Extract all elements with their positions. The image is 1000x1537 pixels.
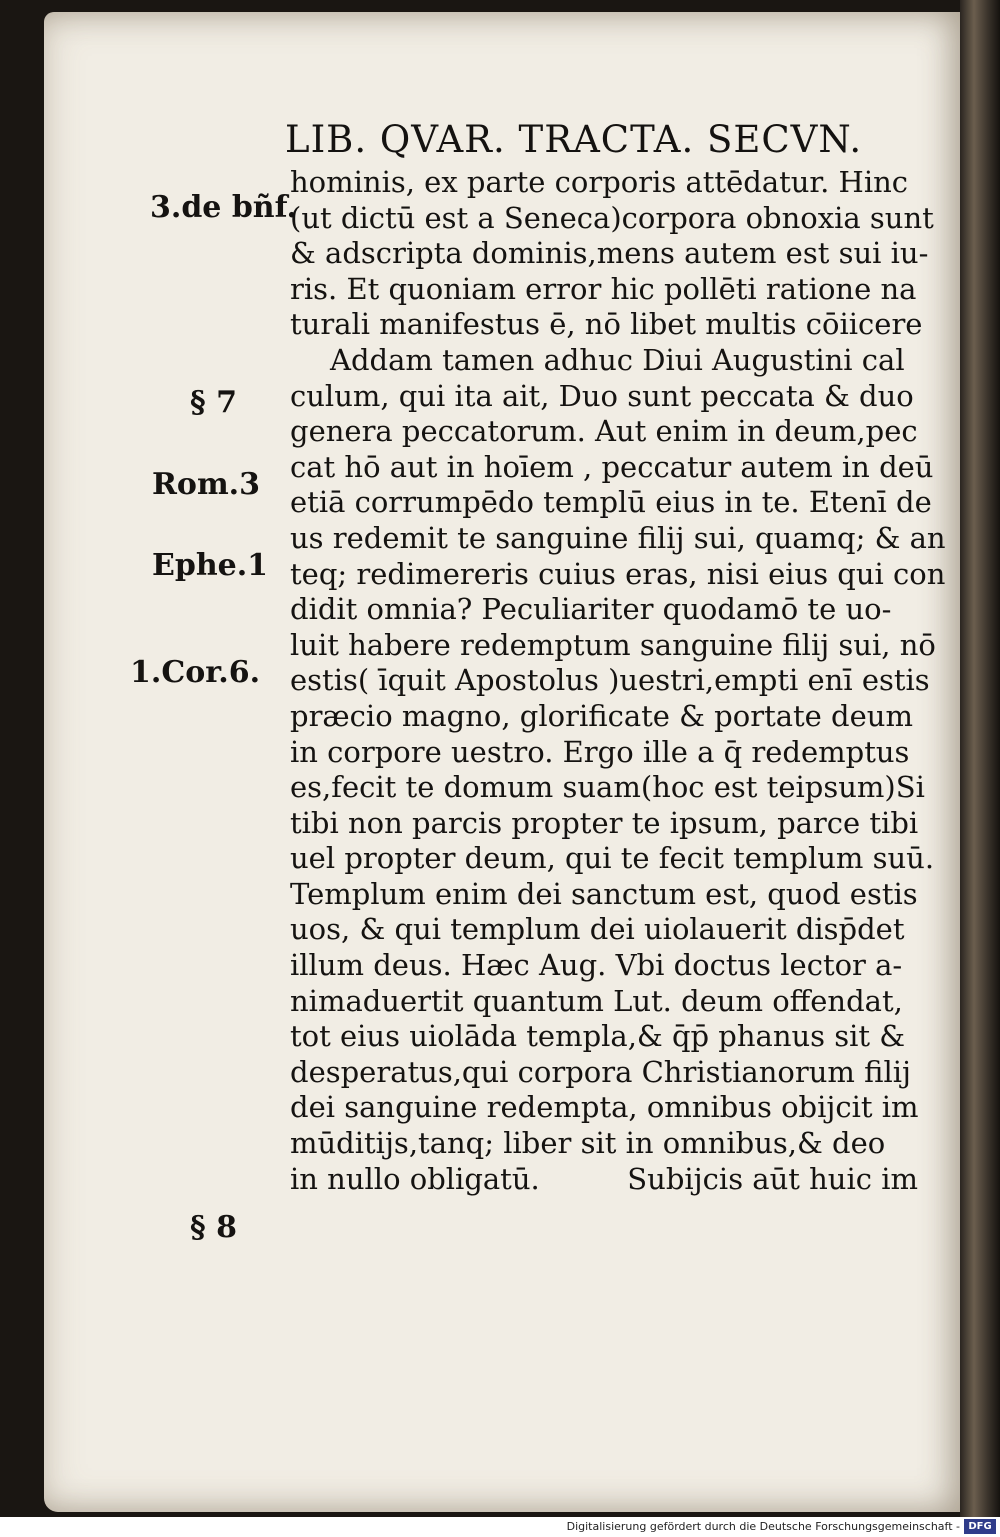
text-line: Addam tamen adhuc Diui Augustini cal [330,342,905,377]
text-line: præcio magno, glorificate & portate deum [290,698,913,733]
text-line: desperatus,qui corpora Christianorum filij [290,1054,911,1089]
margin-note-cor: 1.Cor.6. [130,655,261,690]
text-line-last-right: Subijcis aūt huic im [627,1161,918,1196]
text-line: tot eius uiolāda templa,& q̄p̄ phanus sit & [290,1019,906,1054]
footer-bar [0,1517,1000,1537]
margin-note-ephe: Ephe.1 [152,548,269,583]
body-text [290,165,946,1197]
text-line-last-left: in nullo obligatū. [290,1161,540,1196]
book-gutter [960,0,1000,1517]
text-line: dei sanguine redempta, omnibus obijcit im [290,1090,919,1125]
text-line: cat hō aut in hoīem , peccatur autem in deū [290,449,934,484]
text-line: illum deus. Hæc Aug. Vbi doctus lector a- [290,948,903,983]
margin-note-section-8: § 8 [190,1210,238,1245]
text-line: es,fecit te domum suam(hoc est teipsum)Si [290,770,925,805]
text-line: didit omnia? Peculiariter quodamō te uo- [290,592,892,627]
text-line: culum, qui ita ait, Duo sunt peccata & duo [290,378,914,413]
text-line: etiā corrumpēdo templū eius in te. Etenī de [290,485,932,520]
text-line: us redemit te sanguine filij sui, quamq; & an [290,520,946,555]
text-line: uos, & qui templum dei uiolauerit disp̄det [290,912,905,947]
text-line: genera peccatorum. Aut enim in deum,pec [290,414,918,449]
text-line: estis( īquit Apostolus )uestri,empti enī estis [290,663,930,698]
text-line: luit habere redemptum sanguine filij sui, nō [290,627,936,662]
text-line-last [290,1162,918,1198]
text-line: hominis, ex parte corporis attēdatur. Hinc [290,165,909,199]
text-line: teq; redimereris cuius eras, nisi eius qui con [290,556,946,591]
digitization-credit: Digitalisierung gefördert durch die Deutsche Forschungsgemeinschaft - [566,1520,960,1533]
text-line: & adscripta dominis,mens autem est sui iu- [290,236,929,271]
text-line: Templum enim dei sanctum est, quod estis [290,876,918,911]
text-line: mūditijs,tanq; liber sit in omnibus,& deo [290,1126,886,1161]
text-line: ris. Et quoniam error hic pollēti ratione na [290,271,917,306]
text-line: uel propter deum, qui te fecit templum suū. [290,841,935,876]
running-head: LIB. QVAR. TRACTA. SECVN. [285,118,863,161]
text-line: (ut dictū est a Seneca)corpora obnoxia sunt [290,200,934,235]
text-line: in corpore uestro. Ergo ille a q̄ redemptus [290,734,910,769]
text-line: nimaduertit quantum Lut. deum offendat, [290,983,903,1018]
dfg-logo: DFG [964,1519,996,1534]
margin-note-section-7: § 7 [190,385,238,420]
margin-note-rom: Rom.3 [152,467,261,502]
margin-note-1: 3.de bñf. [150,190,297,225]
text-line: tibi non parcis propter te ipsum, parce tibi [290,805,919,840]
text-line: turali manifestus ē, nō libet multis cōiicere [290,307,923,342]
